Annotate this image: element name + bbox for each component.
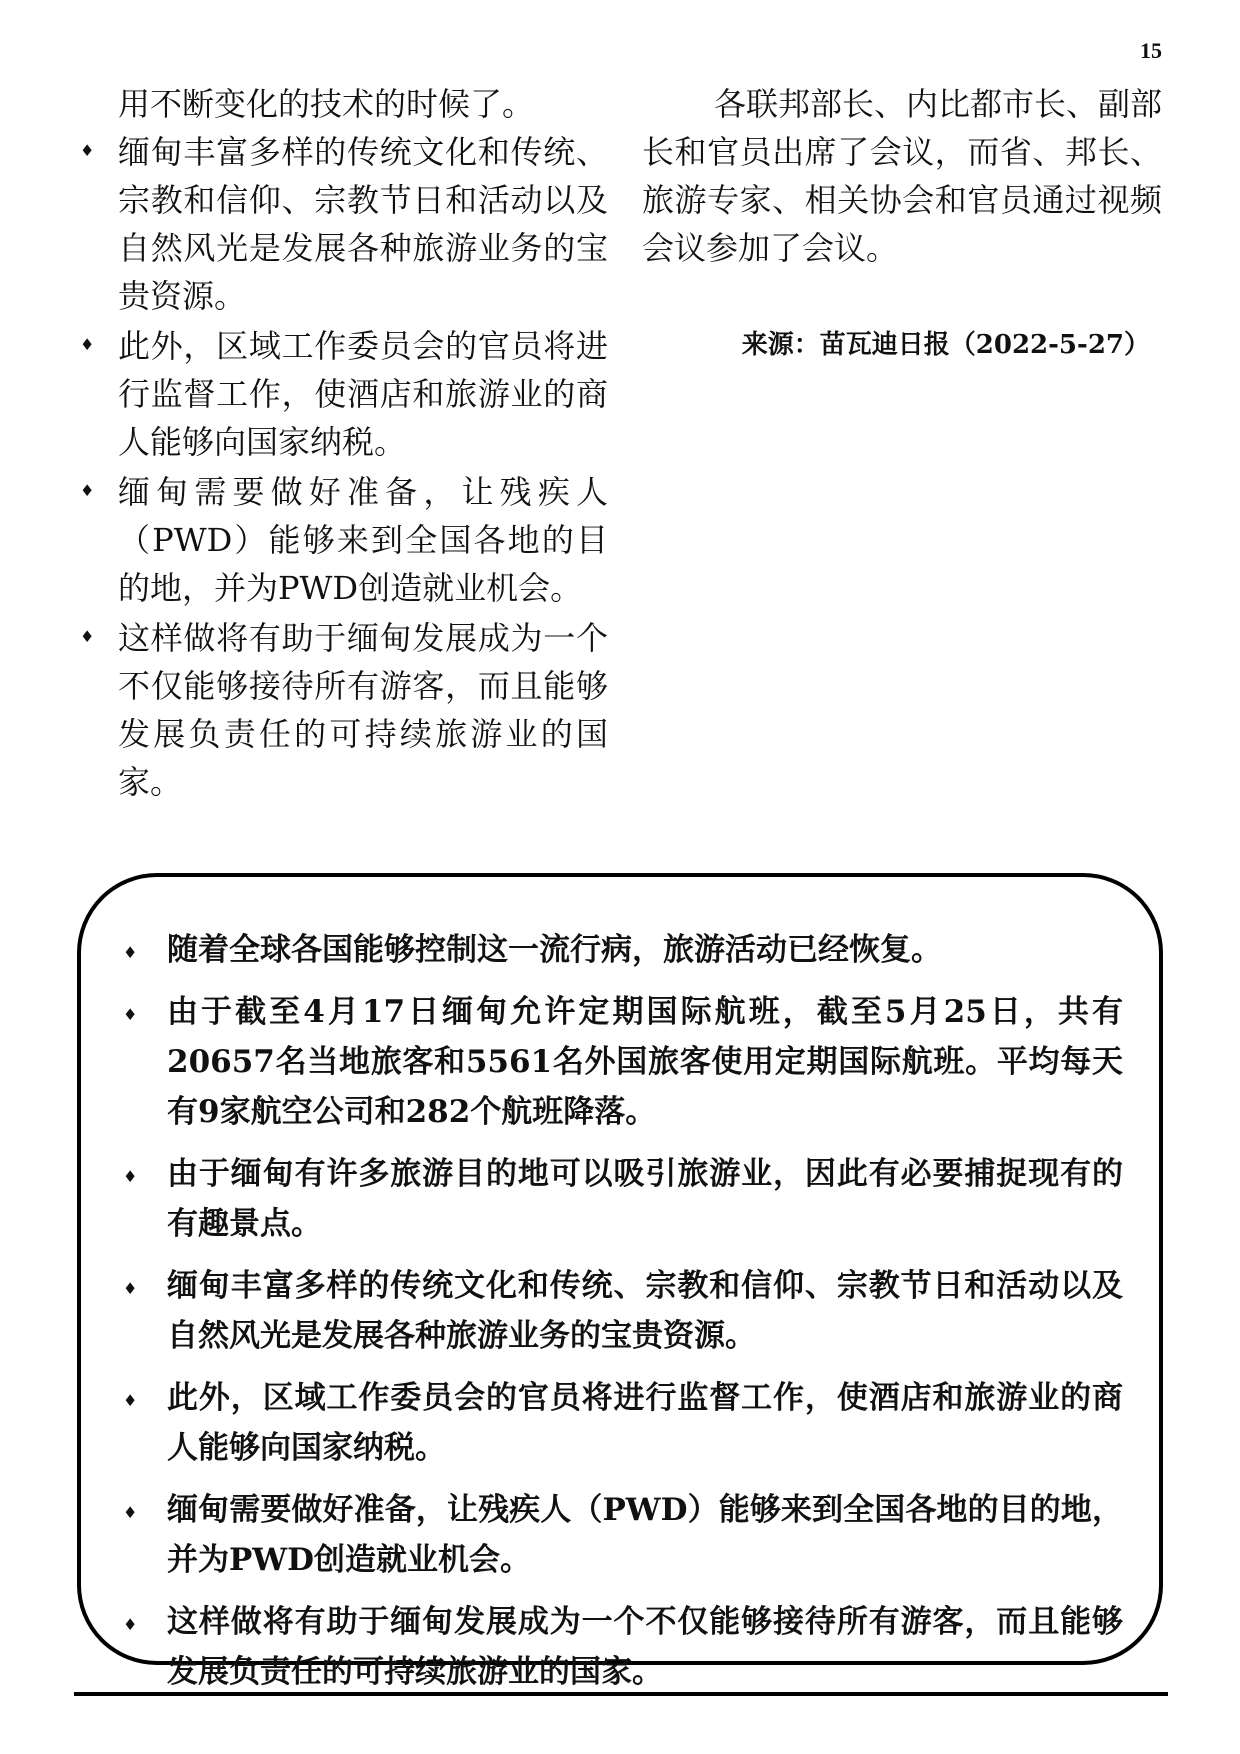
left-bullet-list (78, 128, 608, 806)
source-citation: 来源：苗瓦迪日报（2022-5-27） (741, 330, 1150, 360)
diamond-bullet-icon: ♦ (123, 1391, 138, 1410)
list-item (117, 1149, 1123, 1249)
bullet-text: 缅甸丰富多样的传统文化和传统、宗教和信仰、宗教节日和活动以及自然风光是发展各种旅游业务的宝贵资源。 (118, 133, 608, 315)
diamond-bullet-icon: ♦ (80, 627, 95, 646)
summary-text: 随着全球各国能够控制这一流行病，旅游活动已经恢复。 (167, 932, 942, 968)
list-item (117, 987, 1123, 1137)
right-column (642, 80, 1162, 361)
list-item (78, 322, 608, 466)
page-number: 15 (1140, 38, 1162, 63)
diamond-bullet-icon: ♦ (123, 943, 138, 962)
bullet-text: 缅甸需要做好准备，让残疾人（PWD）能够来到全国各地的目的地，并为PWD创造就业机会。 (118, 473, 608, 607)
diamond-bullet-icon: ♦ (80, 481, 95, 500)
left-column (78, 80, 608, 808)
diamond-bullet-icon: ♦ (123, 1503, 138, 1522)
diamond-bullet-icon: ♦ (123, 1615, 138, 1634)
list-item (117, 1597, 1123, 1697)
bullet-text: 这样做将有助于缅甸发展成为一个不仅能够接待所有游客，而且能够发展负责任的可持续旅游业的国家。 (118, 619, 608, 801)
summary-box (77, 873, 1163, 1690)
bullet-text: 此外，区域工作委员会的官员将进行监督工作，使酒店和旅游业的商人能够向国家纳税。 (118, 327, 608, 461)
diamond-bullet-icon: ♦ (80, 335, 95, 354)
summary-text: 缅甸需要做好准备，让残疾人（PWD）能够来到全国各地的目的地，并为PWD创造就业机会。 (167, 1492, 1123, 1578)
diamond-bullet-icon: ♦ (123, 1167, 138, 1186)
list-item (117, 1485, 1123, 1585)
summary-text: 由于缅甸有许多旅游目的地可以吸引旅游业，因此有必要捕捉现有的有趣景点。 (167, 1156, 1123, 1242)
diamond-bullet-icon: ♦ (80, 141, 95, 160)
summary-text: 由于截至4月17日缅甸允许定期国际航班，截至5月25日，共有20657名当地旅客和5561名外国旅客使用定期国际航班。平均每天有9家航空公司和282个航班降落。 (167, 994, 1123, 1130)
list-item (117, 925, 1123, 975)
diamond-bullet-icon: ♦ (123, 1005, 138, 1024)
diamond-bullet-icon: ♦ (123, 1279, 138, 1298)
list-item (78, 468, 608, 612)
meeting-paragraph: 各联邦部长、内比都市长、副部长和官员出席了会议，而省、邦长、旅游专家、相关协会和官员通过视频会议参加了会议。 (642, 85, 1163, 267)
summary-text: 缅甸丰富多样的传统文化和传统、宗教和信仰、宗教节日和活动以及自然风光是发展各种旅游业务的宝贵资源。 (167, 1268, 1123, 1354)
list-item (78, 614, 608, 806)
summary-bullet-list (117, 925, 1123, 1697)
summary-text: 这样做将有助于缅甸发展成为一个不仅能够接待所有游客，而且能够发展负责任的可持续旅游业的国家。 (167, 1604, 1123, 1690)
bottom-divider (74, 1692, 1168, 1696)
continuation-text: 用不断变化的技术的时候了。 (118, 85, 535, 123)
list-item (117, 1261, 1123, 1361)
summary-text: 此外，区域工作委员会的官员将进行监督工作，使酒店和旅游业的商人能够向国家纳税。 (167, 1380, 1123, 1466)
list-item (117, 1373, 1123, 1473)
list-item (78, 128, 608, 320)
